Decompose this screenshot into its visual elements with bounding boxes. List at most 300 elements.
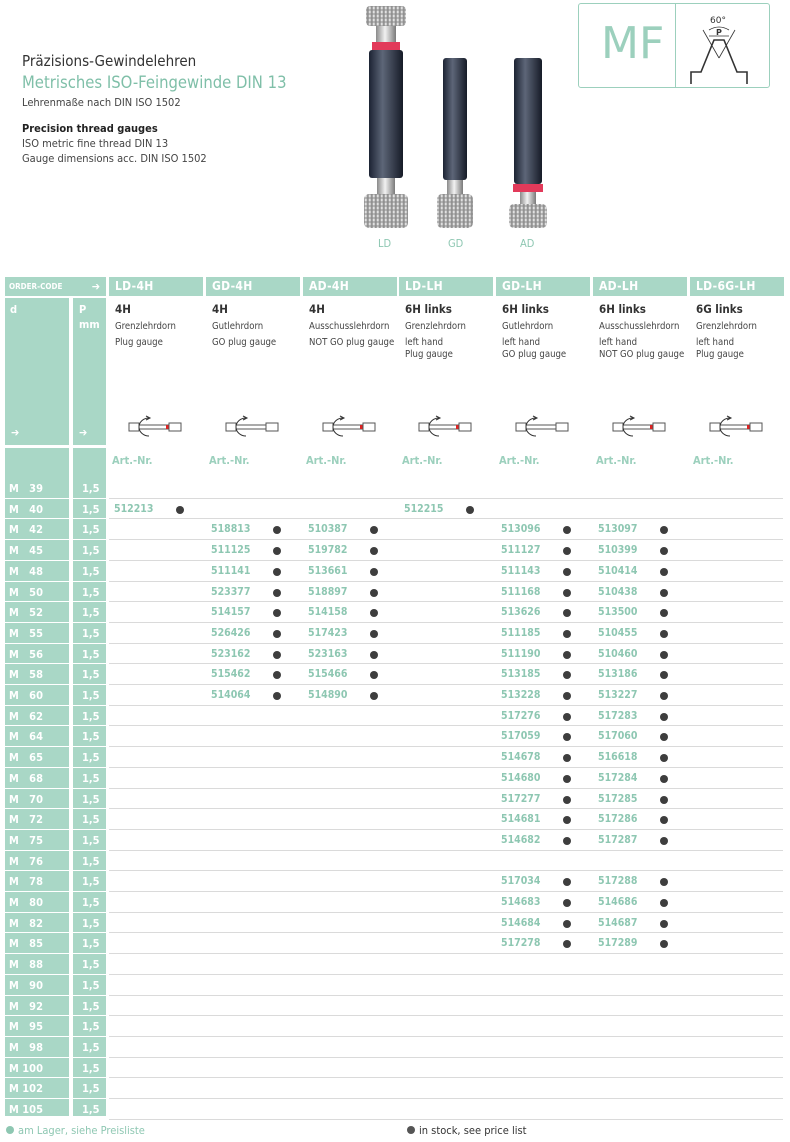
tolerance-label: 6G links bbox=[696, 302, 743, 316]
row-divider bbox=[109, 1077, 783, 1078]
row-divider bbox=[5, 932, 106, 933]
gauge-diagram-icon bbox=[125, 414, 191, 440]
in-stock-dot-icon bbox=[563, 713, 571, 721]
ad-gauge-image bbox=[509, 58, 547, 228]
article-number[interactable]: 510438 bbox=[598, 586, 638, 598]
article-number[interactable]: 512213 bbox=[114, 503, 154, 515]
article-number[interactable]: 517287 bbox=[598, 834, 638, 846]
diameter-cell: M 40 bbox=[9, 503, 43, 516]
in-stock-dot-icon bbox=[273, 589, 281, 597]
pitch-cell: 1,5 bbox=[82, 503, 100, 516]
ld-gauge-image bbox=[364, 6, 408, 228]
diameter-cell: M 50 bbox=[9, 586, 43, 599]
art-nr-label: Art.-Nr. bbox=[596, 454, 637, 467]
footer-en-text: in stock, see price list bbox=[419, 1124, 527, 1137]
col-p-unit: mm bbox=[79, 318, 100, 331]
stock-dot-icon bbox=[407, 1126, 415, 1134]
article-number[interactable]: 511141 bbox=[211, 565, 251, 577]
in-stock-dot-icon bbox=[370, 609, 378, 617]
diameter-cell: M 55 bbox=[9, 627, 43, 640]
row-divider bbox=[5, 601, 106, 602]
row-divider bbox=[109, 684, 783, 685]
diameter-cell: M 72 bbox=[9, 813, 43, 826]
article-number[interactable]: 514681 bbox=[501, 813, 541, 825]
article-number[interactable]: 514683 bbox=[501, 896, 541, 908]
in-stock-dot-icon bbox=[563, 920, 571, 928]
diameter-cell: M 52 bbox=[9, 606, 43, 619]
row-divider bbox=[5, 725, 106, 726]
pitch-cell: 1,5 bbox=[82, 482, 100, 495]
angle-label: 60° bbox=[710, 16, 726, 26]
article-number[interactable]: 523162 bbox=[211, 648, 251, 660]
title-en: Precision thread gauges bbox=[22, 122, 158, 135]
column-header: GD-4H bbox=[206, 277, 300, 296]
pitch-cell: 1,5 bbox=[82, 896, 100, 909]
diameter-cell: M 80 bbox=[9, 896, 43, 909]
article-number[interactable]: 512215 bbox=[404, 503, 444, 515]
article-number[interactable]: 510387 bbox=[308, 523, 348, 535]
gauge-diagram-icon bbox=[222, 414, 288, 440]
article-number[interactable]: 510399 bbox=[598, 544, 638, 556]
in-stock-dot-icon bbox=[563, 733, 571, 741]
article-number[interactable]: 518897 bbox=[308, 586, 348, 598]
article-number[interactable]: 513096 bbox=[501, 523, 541, 535]
in-stock-dot-icon bbox=[370, 630, 378, 638]
diameter-cell: M 105 bbox=[9, 1103, 43, 1116]
row-divider bbox=[109, 1057, 783, 1058]
row-divider bbox=[5, 1119, 106, 1120]
in-stock-dot-icon bbox=[660, 713, 668, 721]
diameter-cell: M 78 bbox=[9, 875, 43, 888]
in-stock-dot-icon bbox=[176, 506, 184, 514]
row-divider bbox=[5, 622, 106, 623]
row-divider bbox=[109, 995, 783, 996]
art-nr-label: Art.-Nr. bbox=[402, 454, 443, 467]
footer-de-text: am Lager, siehe Preisliste bbox=[18, 1124, 145, 1137]
in-stock-dot-icon bbox=[563, 651, 571, 659]
row-divider bbox=[109, 891, 783, 892]
row-divider bbox=[109, 581, 783, 582]
gauge-name-en: GO plug gauge bbox=[212, 337, 277, 348]
article-number[interactable]: 517284 bbox=[598, 772, 638, 784]
row-divider bbox=[109, 1036, 783, 1037]
diameter-cell: M 88 bbox=[9, 958, 43, 971]
pitch-cell: 1,5 bbox=[82, 834, 100, 847]
article-number[interactable]: 517059 bbox=[501, 730, 541, 742]
in-stock-dot-icon bbox=[563, 775, 571, 783]
row-divider bbox=[5, 953, 106, 954]
pitch-cell: 1,5 bbox=[82, 751, 100, 764]
row-divider bbox=[109, 788, 783, 789]
gauge-label-gd: GD bbox=[448, 237, 464, 250]
pitch-cell: 1,5 bbox=[82, 668, 100, 681]
tolerance-label: 4H bbox=[115, 302, 131, 316]
in-stock-dot-icon bbox=[370, 547, 378, 555]
in-stock-dot-icon bbox=[660, 651, 668, 659]
diameter-cell: M 95 bbox=[9, 1020, 43, 1033]
pitch-cell: 1,5 bbox=[82, 1062, 100, 1075]
gauge-label-ld: LD bbox=[378, 237, 392, 250]
row-divider bbox=[109, 850, 783, 851]
in-stock-dot-icon bbox=[273, 651, 281, 659]
article-number[interactable]: 515466 bbox=[308, 668, 348, 680]
row-divider bbox=[5, 1015, 106, 1016]
article-number[interactable]: 517423 bbox=[308, 627, 348, 639]
row-divider bbox=[109, 560, 783, 561]
row-divider bbox=[5, 581, 106, 582]
tolerance-label: 6H links bbox=[405, 302, 452, 316]
dims-en: Gauge dimensions acc. DIN ISO 1502 bbox=[22, 152, 207, 165]
article-number[interactable]: 517288 bbox=[598, 875, 638, 887]
column-header: LD-4H bbox=[109, 277, 203, 296]
gauge-name-de: Gutlehrdorn bbox=[502, 321, 554, 332]
article-number[interactable]: 516618 bbox=[598, 751, 638, 763]
article-number[interactable]: 511185 bbox=[501, 627, 541, 639]
column-header: AD-LH bbox=[593, 277, 687, 296]
in-stock-dot-icon bbox=[563, 568, 571, 576]
in-stock-dot-icon bbox=[563, 899, 571, 907]
gauge-name-en: NOT GO plug gauge bbox=[309, 337, 395, 348]
diameter-cell: M 90 bbox=[9, 979, 43, 992]
gauge-name-de: Ausschusslehrdorn bbox=[599, 321, 680, 332]
row-divider bbox=[5, 746, 106, 747]
row-divider bbox=[109, 767, 783, 768]
pitch-cell: 1,5 bbox=[82, 958, 100, 971]
article-number[interactable]: 511125 bbox=[211, 544, 251, 556]
art-nr-label: Art.-Nr. bbox=[499, 454, 540, 467]
pitch-cell: 1,5 bbox=[82, 1020, 100, 1033]
article-number[interactable]: 517034 bbox=[501, 875, 541, 887]
article-number[interactable]: 511143 bbox=[501, 565, 541, 577]
row-divider bbox=[109, 643, 783, 644]
row-divider bbox=[5, 705, 106, 706]
in-stock-dot-icon bbox=[273, 526, 281, 534]
diameter-cell: M 70 bbox=[9, 793, 43, 806]
gauge-name-en: left hand bbox=[599, 337, 638, 348]
diameter-cell: M 64 bbox=[9, 730, 43, 743]
subtitle-en: ISO metric fine thread DIN 13 bbox=[22, 137, 169, 150]
pitch-cell: 1,5 bbox=[82, 586, 100, 599]
row-divider bbox=[5, 663, 106, 664]
diameter-cell: M 98 bbox=[9, 1041, 43, 1054]
pitch-cell: 1,5 bbox=[82, 1041, 100, 1054]
article-number[interactable]: 514687 bbox=[598, 917, 638, 929]
in-stock-dot-icon bbox=[660, 568, 668, 576]
gauge-name-de: Grenzlehrdorn bbox=[696, 321, 757, 332]
row-divider bbox=[109, 498, 783, 499]
subtitle-de: Metrisches ISO-Feingewinde DIN 13 bbox=[22, 73, 287, 92]
row-divider bbox=[109, 953, 783, 954]
row-divider bbox=[109, 808, 783, 809]
article-number[interactable]: 510414 bbox=[598, 565, 638, 577]
pitch-cell: 1,5 bbox=[82, 710, 100, 723]
in-stock-dot-icon bbox=[660, 816, 668, 824]
pitch-cell: 1,5 bbox=[82, 606, 100, 619]
gauge-diagram-icon bbox=[706, 414, 772, 440]
pitch-cell: 1,5 bbox=[82, 523, 100, 536]
in-stock-dot-icon bbox=[660, 754, 668, 762]
diameter-cell: M 48 bbox=[9, 565, 43, 578]
diameter-cell: M 65 bbox=[9, 751, 43, 764]
in-stock-dot-icon bbox=[660, 526, 668, 534]
gauge-name-de: Ausschusslehrdorn bbox=[309, 321, 390, 332]
article-number[interactable]: 513185 bbox=[501, 668, 541, 680]
in-stock-dot-icon bbox=[660, 775, 668, 783]
in-stock-dot-icon bbox=[563, 630, 571, 638]
diameter-cell: M 42 bbox=[9, 523, 43, 536]
in-stock-dot-icon bbox=[660, 733, 668, 741]
row-divider bbox=[5, 498, 106, 499]
arrow-down-icon: ➔ bbox=[11, 426, 20, 439]
gauge-name-de: Grenzlehrdorn bbox=[405, 321, 466, 332]
article-number[interactable]: 514158 bbox=[308, 606, 348, 618]
row-divider bbox=[109, 870, 783, 871]
pitch-cell: 1,5 bbox=[82, 1082, 100, 1095]
in-stock-dot-icon bbox=[563, 754, 571, 762]
in-stock-dot-icon bbox=[273, 547, 281, 555]
gauge-label-ad: AD bbox=[520, 237, 535, 250]
in-stock-dot-icon bbox=[370, 589, 378, 597]
art-nr-label: Art.-Nr. bbox=[693, 454, 734, 467]
diameter-cell: M 62 bbox=[9, 710, 43, 723]
diameter-cell: M 100 bbox=[9, 1062, 43, 1075]
pitch-cell: 1,5 bbox=[82, 772, 100, 785]
article-number[interactable]: 514682 bbox=[501, 834, 541, 846]
pitch-cell: 1,5 bbox=[82, 1103, 100, 1116]
pitch-cell: 1,5 bbox=[82, 937, 100, 950]
footer-de bbox=[6, 1124, 145, 1137]
row-divider bbox=[5, 1036, 106, 1037]
in-stock-dot-icon bbox=[660, 796, 668, 804]
diameter-cell: M 76 bbox=[9, 855, 43, 868]
in-stock-dot-icon bbox=[660, 630, 668, 638]
article-number[interactable]: 513500 bbox=[598, 606, 638, 618]
in-stock-dot-icon bbox=[660, 899, 668, 907]
diameter-cell: M 75 bbox=[9, 834, 43, 847]
in-stock-dot-icon bbox=[660, 589, 668, 597]
pitch-cell: 1,5 bbox=[82, 855, 100, 868]
diameter-cell: M 60 bbox=[9, 689, 43, 702]
article-number[interactable]: 514680 bbox=[501, 772, 541, 784]
article-number[interactable]: 514686 bbox=[598, 896, 638, 908]
row-divider bbox=[5, 891, 106, 892]
row-divider bbox=[5, 539, 106, 540]
article-number[interactable]: 510455 bbox=[598, 627, 638, 639]
article-number[interactable]: 510460 bbox=[598, 648, 638, 660]
footer-en bbox=[407, 1124, 527, 1137]
pitch-cell: 1,5 bbox=[82, 1000, 100, 1013]
article-number[interactable]: 523163 bbox=[308, 648, 348, 660]
row-divider bbox=[5, 684, 106, 685]
article-number[interactable]: 514064 bbox=[211, 689, 251, 701]
article-number[interactable]: 523377 bbox=[211, 586, 251, 598]
article-number[interactable]: 517278 bbox=[501, 937, 541, 949]
row-divider bbox=[109, 539, 783, 540]
article-number[interactable]: 514684 bbox=[501, 917, 541, 929]
pitch-cell: 1,5 bbox=[82, 979, 100, 992]
article-number[interactable]: 517277 bbox=[501, 793, 541, 805]
article-number[interactable]: 511190 bbox=[501, 648, 541, 660]
article-number[interactable]: 526426 bbox=[211, 627, 251, 639]
row-divider bbox=[109, 746, 783, 747]
diameter-cell: M 82 bbox=[9, 917, 43, 930]
pitch-cell: 1,5 bbox=[82, 648, 100, 661]
d-header-band bbox=[5, 298, 69, 445]
gauge-name-en: left hand bbox=[696, 337, 735, 348]
column-header: AD-4H bbox=[303, 277, 397, 296]
article-number[interactable]: 518813 bbox=[211, 523, 251, 535]
pitch-cell: 1,5 bbox=[82, 627, 100, 640]
row-divider bbox=[5, 1077, 106, 1078]
tolerance-label: 6H links bbox=[599, 302, 646, 316]
in-stock-dot-icon bbox=[563, 692, 571, 700]
article-number[interactable]: 519782 bbox=[308, 544, 348, 556]
row-divider bbox=[109, 1119, 783, 1120]
row-divider bbox=[5, 829, 106, 830]
article-number[interactable]: 514678 bbox=[501, 751, 541, 763]
article-number[interactable]: 513661 bbox=[308, 565, 348, 577]
row-divider bbox=[5, 912, 106, 913]
row-divider bbox=[5, 995, 106, 996]
column-header: LD-6G-LH bbox=[690, 277, 784, 296]
article-number[interactable]: 517276 bbox=[501, 710, 541, 722]
row-divider bbox=[109, 663, 783, 664]
title-de: Präzisions-Gewindelehren bbox=[22, 52, 197, 70]
gauge-name-en: left hand bbox=[502, 337, 541, 348]
article-number[interactable]: 517283 bbox=[598, 710, 638, 722]
diameter-cell: M 45 bbox=[9, 544, 43, 557]
in-stock-dot-icon bbox=[370, 671, 378, 679]
in-stock-dot-icon bbox=[273, 568, 281, 576]
in-stock-dot-icon bbox=[273, 630, 281, 638]
article-number[interactable]: 517285 bbox=[598, 793, 638, 805]
article-number[interactable]: 517060 bbox=[598, 730, 638, 742]
row-divider bbox=[109, 518, 783, 519]
in-stock-dot-icon bbox=[466, 506, 474, 514]
in-stock-dot-icon bbox=[563, 547, 571, 555]
in-stock-dot-icon bbox=[660, 692, 668, 700]
gauge-name-en2: Plug gauge bbox=[405, 349, 453, 360]
in-stock-dot-icon bbox=[660, 547, 668, 555]
row-divider bbox=[109, 1098, 783, 1099]
article-number[interactable]: 513186 bbox=[598, 668, 638, 680]
pitch-cell: 1,5 bbox=[82, 793, 100, 806]
gauge-name-en: left hand bbox=[405, 337, 444, 348]
row-divider bbox=[109, 932, 783, 933]
article-number[interactable]: 513228 bbox=[501, 689, 541, 701]
diameter-cell: M 102 bbox=[9, 1082, 43, 1095]
in-stock-dot-icon bbox=[563, 671, 571, 679]
dims-de: Lehrenmaße nach DIN ISO 1502 bbox=[22, 96, 181, 109]
gauge-name-en2: Plug gauge bbox=[696, 349, 744, 360]
gauge-name-en2: NOT GO plug gauge bbox=[599, 349, 685, 360]
order-code-label: ORDER-CODE bbox=[9, 282, 63, 291]
in-stock-dot-icon bbox=[660, 609, 668, 617]
in-stock-dot-icon bbox=[660, 837, 668, 845]
row-divider bbox=[109, 622, 783, 623]
in-stock-dot-icon bbox=[273, 609, 281, 617]
mf-code: MF bbox=[601, 18, 665, 69]
in-stock-dot-icon bbox=[563, 796, 571, 804]
row-divider bbox=[5, 808, 106, 809]
gauge-name-en: Plug gauge bbox=[115, 337, 163, 348]
row-divider bbox=[109, 725, 783, 726]
row-divider bbox=[109, 829, 783, 830]
diameter-cell: M 85 bbox=[9, 937, 43, 950]
in-stock-dot-icon bbox=[563, 609, 571, 617]
gauge-name-de: Grenzlehrdorn bbox=[115, 321, 176, 332]
pitch-cell: 1,5 bbox=[82, 565, 100, 578]
tolerance-label: 4H bbox=[212, 302, 228, 316]
diameter-cell: M 92 bbox=[9, 1000, 43, 1013]
pitch-cell: 1,5 bbox=[82, 875, 100, 888]
article-number[interactable]: 511168 bbox=[501, 586, 541, 598]
article-number[interactable]: 514157 bbox=[211, 606, 251, 618]
in-stock-dot-icon bbox=[660, 878, 668, 886]
diameter-cell: M 56 bbox=[9, 648, 43, 661]
in-stock-dot-icon bbox=[660, 920, 668, 928]
row-divider bbox=[109, 974, 783, 975]
col-p-label: P bbox=[79, 303, 87, 316]
tolerance-label: 6H links bbox=[502, 302, 549, 316]
gauge-illustrations bbox=[0, 0, 790, 260]
art-nr-label: Art.-Nr. bbox=[306, 454, 347, 467]
article-number[interactable]: 513097 bbox=[598, 523, 638, 535]
in-stock-dot-icon bbox=[370, 526, 378, 534]
diameter-cell: M 58 bbox=[9, 668, 43, 681]
diameter-cell: M 68 bbox=[9, 772, 43, 785]
row-divider bbox=[109, 705, 783, 706]
row-divider bbox=[5, 1098, 106, 1099]
article-number[interactable]: 517286 bbox=[598, 813, 638, 825]
pitch-cell: 1,5 bbox=[82, 917, 100, 930]
in-stock-dot-icon bbox=[370, 568, 378, 576]
row-divider bbox=[109, 1015, 783, 1016]
in-stock-dot-icon bbox=[370, 692, 378, 700]
article-number[interactable]: 511127 bbox=[501, 544, 541, 556]
row-divider bbox=[109, 601, 783, 602]
in-stock-dot-icon bbox=[660, 671, 668, 679]
gauge-diagram-icon bbox=[415, 414, 481, 440]
pitch-label: P bbox=[716, 28, 722, 37]
pitch-cell: 1,5 bbox=[82, 813, 100, 826]
row-divider bbox=[5, 850, 106, 851]
article-number[interactable]: 513626 bbox=[501, 606, 541, 618]
art-nr-label: Art.-Nr. bbox=[112, 454, 153, 467]
article-number[interactable]: 515462 bbox=[211, 668, 251, 680]
row-divider bbox=[5, 560, 106, 561]
gauge-diagram-icon bbox=[609, 414, 675, 440]
row-divider bbox=[5, 1057, 106, 1058]
article-number[interactable]: 514890 bbox=[308, 689, 348, 701]
tolerance-label: 4H bbox=[309, 302, 325, 316]
gd-gauge-image bbox=[437, 58, 473, 228]
in-stock-dot-icon bbox=[563, 940, 571, 948]
row-divider bbox=[5, 974, 106, 975]
article-number[interactable]: 517289 bbox=[598, 937, 638, 949]
in-stock-dot-icon bbox=[563, 589, 571, 597]
arrow-down-icon: ➔ bbox=[79, 426, 88, 439]
in-stock-dot-icon bbox=[563, 878, 571, 886]
article-number[interactable]: 513227 bbox=[598, 689, 638, 701]
row-divider bbox=[5, 788, 106, 789]
gauge-name-de: Gutlehrdorn bbox=[212, 321, 264, 332]
row-divider bbox=[5, 518, 106, 519]
art-nr-label: Art.-Nr. bbox=[209, 454, 250, 467]
in-stock-dot-icon bbox=[563, 816, 571, 824]
pitch-cell: 1,5 bbox=[82, 689, 100, 702]
row-divider bbox=[5, 643, 106, 644]
